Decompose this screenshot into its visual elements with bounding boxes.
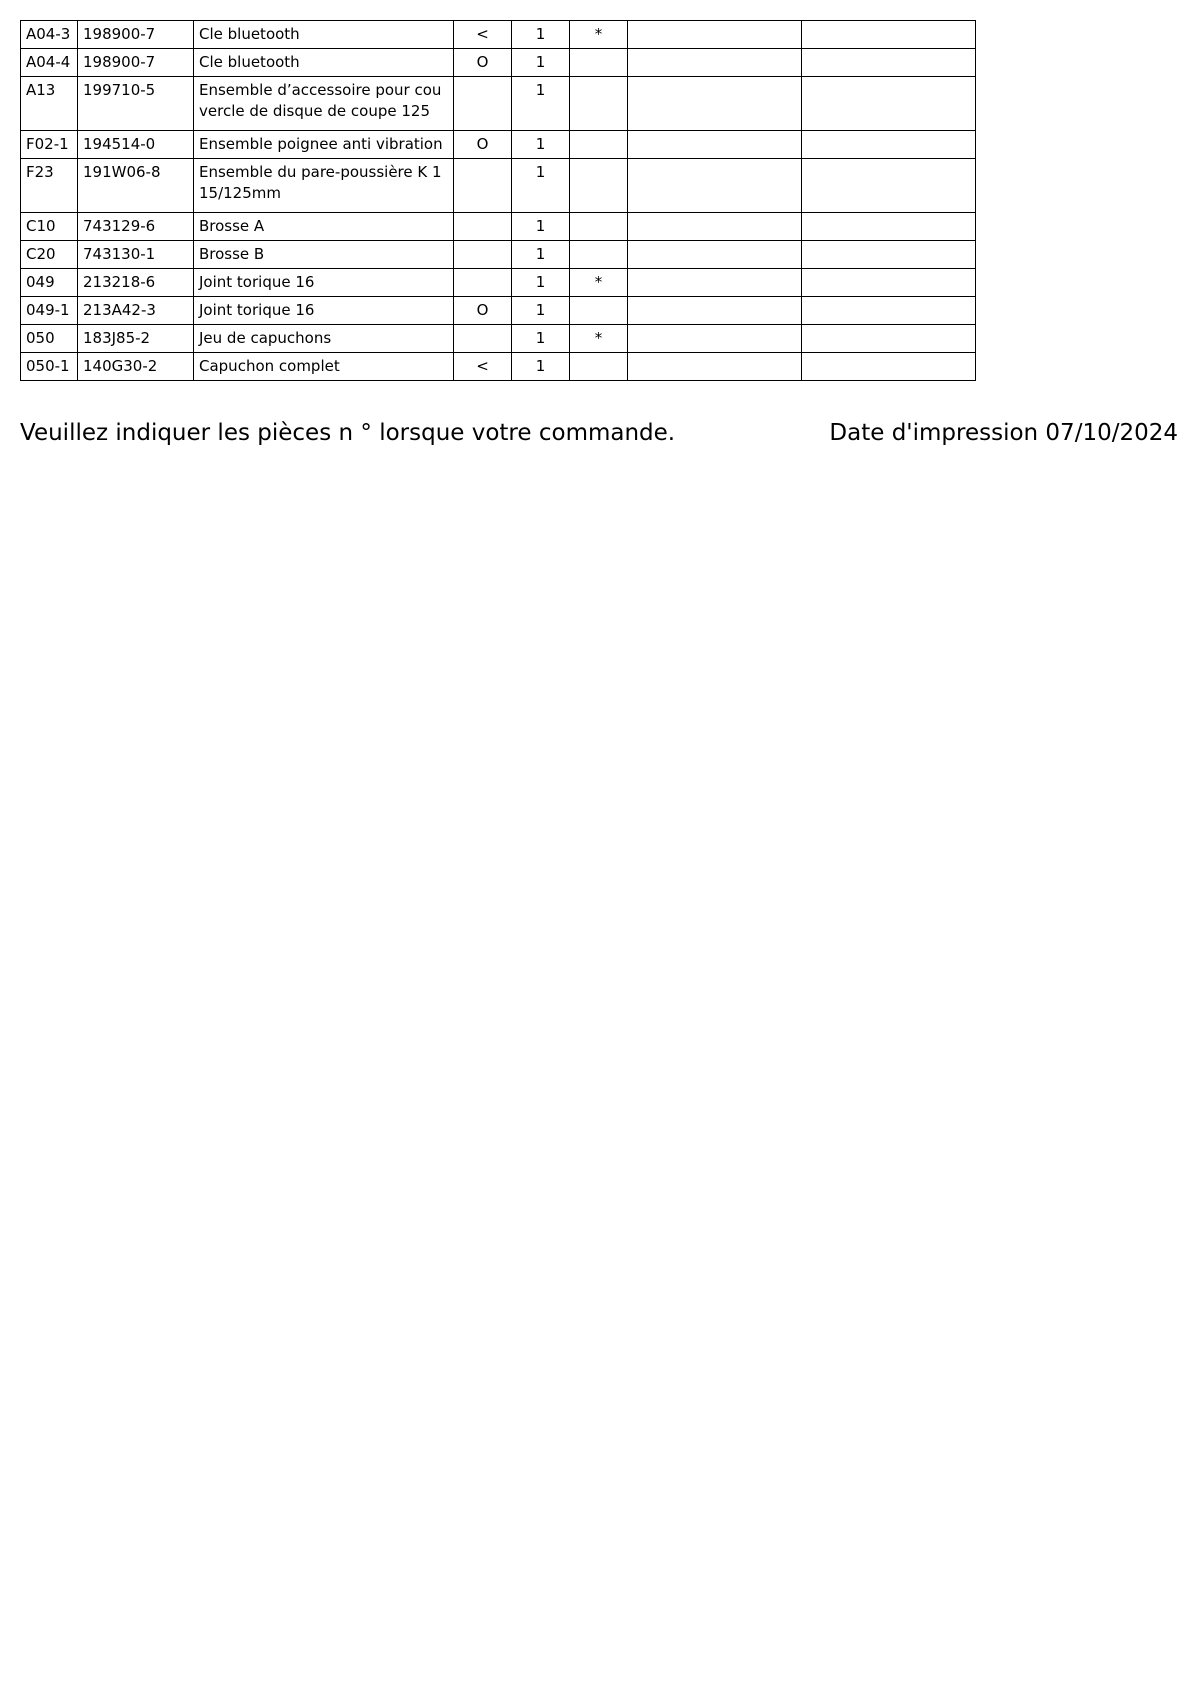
item-number-cell: F23: [21, 159, 78, 213]
quantity-cell: 1: [512, 131, 570, 159]
part-number-cell: 194514-0: [78, 131, 194, 159]
description-cell: Ensemble poignee anti vibration: [194, 131, 454, 159]
part-number-cell: 213A42-3: [78, 297, 194, 325]
item-number-cell: A04-3: [21, 21, 78, 49]
note-cell: [570, 159, 628, 213]
blank-cell-1: [628, 269, 802, 297]
item-number-cell: 049-1: [21, 297, 78, 325]
part-number-cell: 743130-1: [78, 241, 194, 269]
blank-cell-1: [628, 353, 802, 381]
item-number-cell: 050-1: [21, 353, 78, 381]
note-cell: *: [570, 269, 628, 297]
quantity-cell: 1: [512, 77, 570, 131]
note-cell: [570, 353, 628, 381]
part-number-cell: 198900-7: [78, 49, 194, 77]
symbol-cell: [454, 213, 512, 241]
table-row: [21, 297, 976, 325]
note-cell: [570, 241, 628, 269]
description-cell: Brosse B: [194, 241, 454, 269]
part-number-cell: 183J85-2: [78, 325, 194, 353]
note-cell: [570, 213, 628, 241]
symbol-cell: [454, 241, 512, 269]
item-number-cell: C20: [21, 241, 78, 269]
description-cell: Joint torique 16: [194, 269, 454, 297]
description-cell: Cle bluetooth: [194, 49, 454, 77]
blank-cell-1: [628, 241, 802, 269]
note-cell: [570, 77, 628, 131]
blank-cell-1: [628, 297, 802, 325]
blank-cell-1: [628, 77, 802, 131]
blank-cell-2: [802, 241, 976, 269]
note-cell: [570, 297, 628, 325]
item-number-cell: C10: [21, 213, 78, 241]
blank-cell-2: [802, 159, 976, 213]
note-cell: *: [570, 325, 628, 353]
symbol-cell: <: [454, 353, 512, 381]
symbol-cell: O: [454, 131, 512, 159]
item-number-cell: A04-4: [21, 49, 78, 77]
item-number-cell: 050: [21, 325, 78, 353]
quantity-cell: 1: [512, 297, 570, 325]
blank-cell-1: [628, 159, 802, 213]
table-row: [21, 213, 976, 241]
quantity-cell: 1: [512, 269, 570, 297]
quantity-cell: 1: [512, 353, 570, 381]
quantity-cell: 1: [512, 49, 570, 77]
blank-cell-1: [628, 325, 802, 353]
quantity-cell: 1: [512, 21, 570, 49]
blank-cell-2: [802, 325, 976, 353]
blank-cell-2: [802, 353, 976, 381]
description-cell: Cle bluetooth: [194, 21, 454, 49]
symbol-cell: [454, 77, 512, 131]
table-row: [21, 325, 976, 353]
print-date: Date d'impression 07/10/2024: [829, 420, 1178, 446]
symbol-cell: [454, 269, 512, 297]
part-number-cell: 213218-6: [78, 269, 194, 297]
order-instruction-note: Veuillez indiquer les pièces n ° lorsque votre commande.: [20, 420, 676, 446]
symbol-cell: O: [454, 297, 512, 325]
part-number-cell: 198900-7: [78, 21, 194, 49]
table-row: [21, 49, 976, 77]
blank-cell-1: [628, 131, 802, 159]
quantity-cell: 1: [512, 241, 570, 269]
table-row: [21, 241, 976, 269]
symbol-cell: O: [454, 49, 512, 77]
table-row: [21, 131, 976, 159]
blank-cell-2: [802, 131, 976, 159]
table-row: [21, 159, 976, 213]
description-cell: Jeu de capuchons: [194, 325, 454, 353]
symbol-cell: [454, 159, 512, 213]
part-number-cell: 199710-5: [78, 77, 194, 131]
quantity-cell: 1: [512, 213, 570, 241]
parts-table: [20, 20, 976, 381]
note-cell: *: [570, 21, 628, 49]
blank-cell-1: [628, 49, 802, 77]
blank-cell-2: [802, 21, 976, 49]
description-cell: Capuchon complet: [194, 353, 454, 381]
table-row: [21, 77, 976, 131]
part-number-cell: 743129-6: [78, 213, 194, 241]
blank-cell-2: [802, 297, 976, 325]
table-row: [21, 353, 976, 381]
description-cell: Ensemble d’accessoire pour couvercle de disque de coupe 125: [194, 77, 454, 131]
item-number-cell: F02-1: [21, 131, 78, 159]
blank-cell-2: [802, 77, 976, 131]
blank-cell-2: [802, 213, 976, 241]
note-cell: [570, 131, 628, 159]
parts-table-body: [21, 21, 976, 381]
part-number-cell: 140G30-2: [78, 353, 194, 381]
note-cell: [570, 49, 628, 77]
symbol-cell: <: [454, 21, 512, 49]
table-row: [21, 21, 976, 49]
blank-cell-2: [802, 49, 976, 77]
table-row: [21, 269, 976, 297]
blank-cell-1: [628, 21, 802, 49]
blank-cell-1: [628, 213, 802, 241]
blank-cell-2: [802, 269, 976, 297]
description-cell: Brosse A: [194, 213, 454, 241]
item-number-cell: 049: [21, 269, 78, 297]
quantity-cell: 1: [512, 325, 570, 353]
description-cell: Ensemble du pare-poussière K 115/125mm: [194, 159, 454, 213]
quantity-cell: 1: [512, 159, 570, 213]
symbol-cell: [454, 325, 512, 353]
part-number-cell: 191W06-8: [78, 159, 194, 213]
description-cell: Joint torique 16: [194, 297, 454, 325]
item-number-cell: A13: [21, 77, 78, 131]
